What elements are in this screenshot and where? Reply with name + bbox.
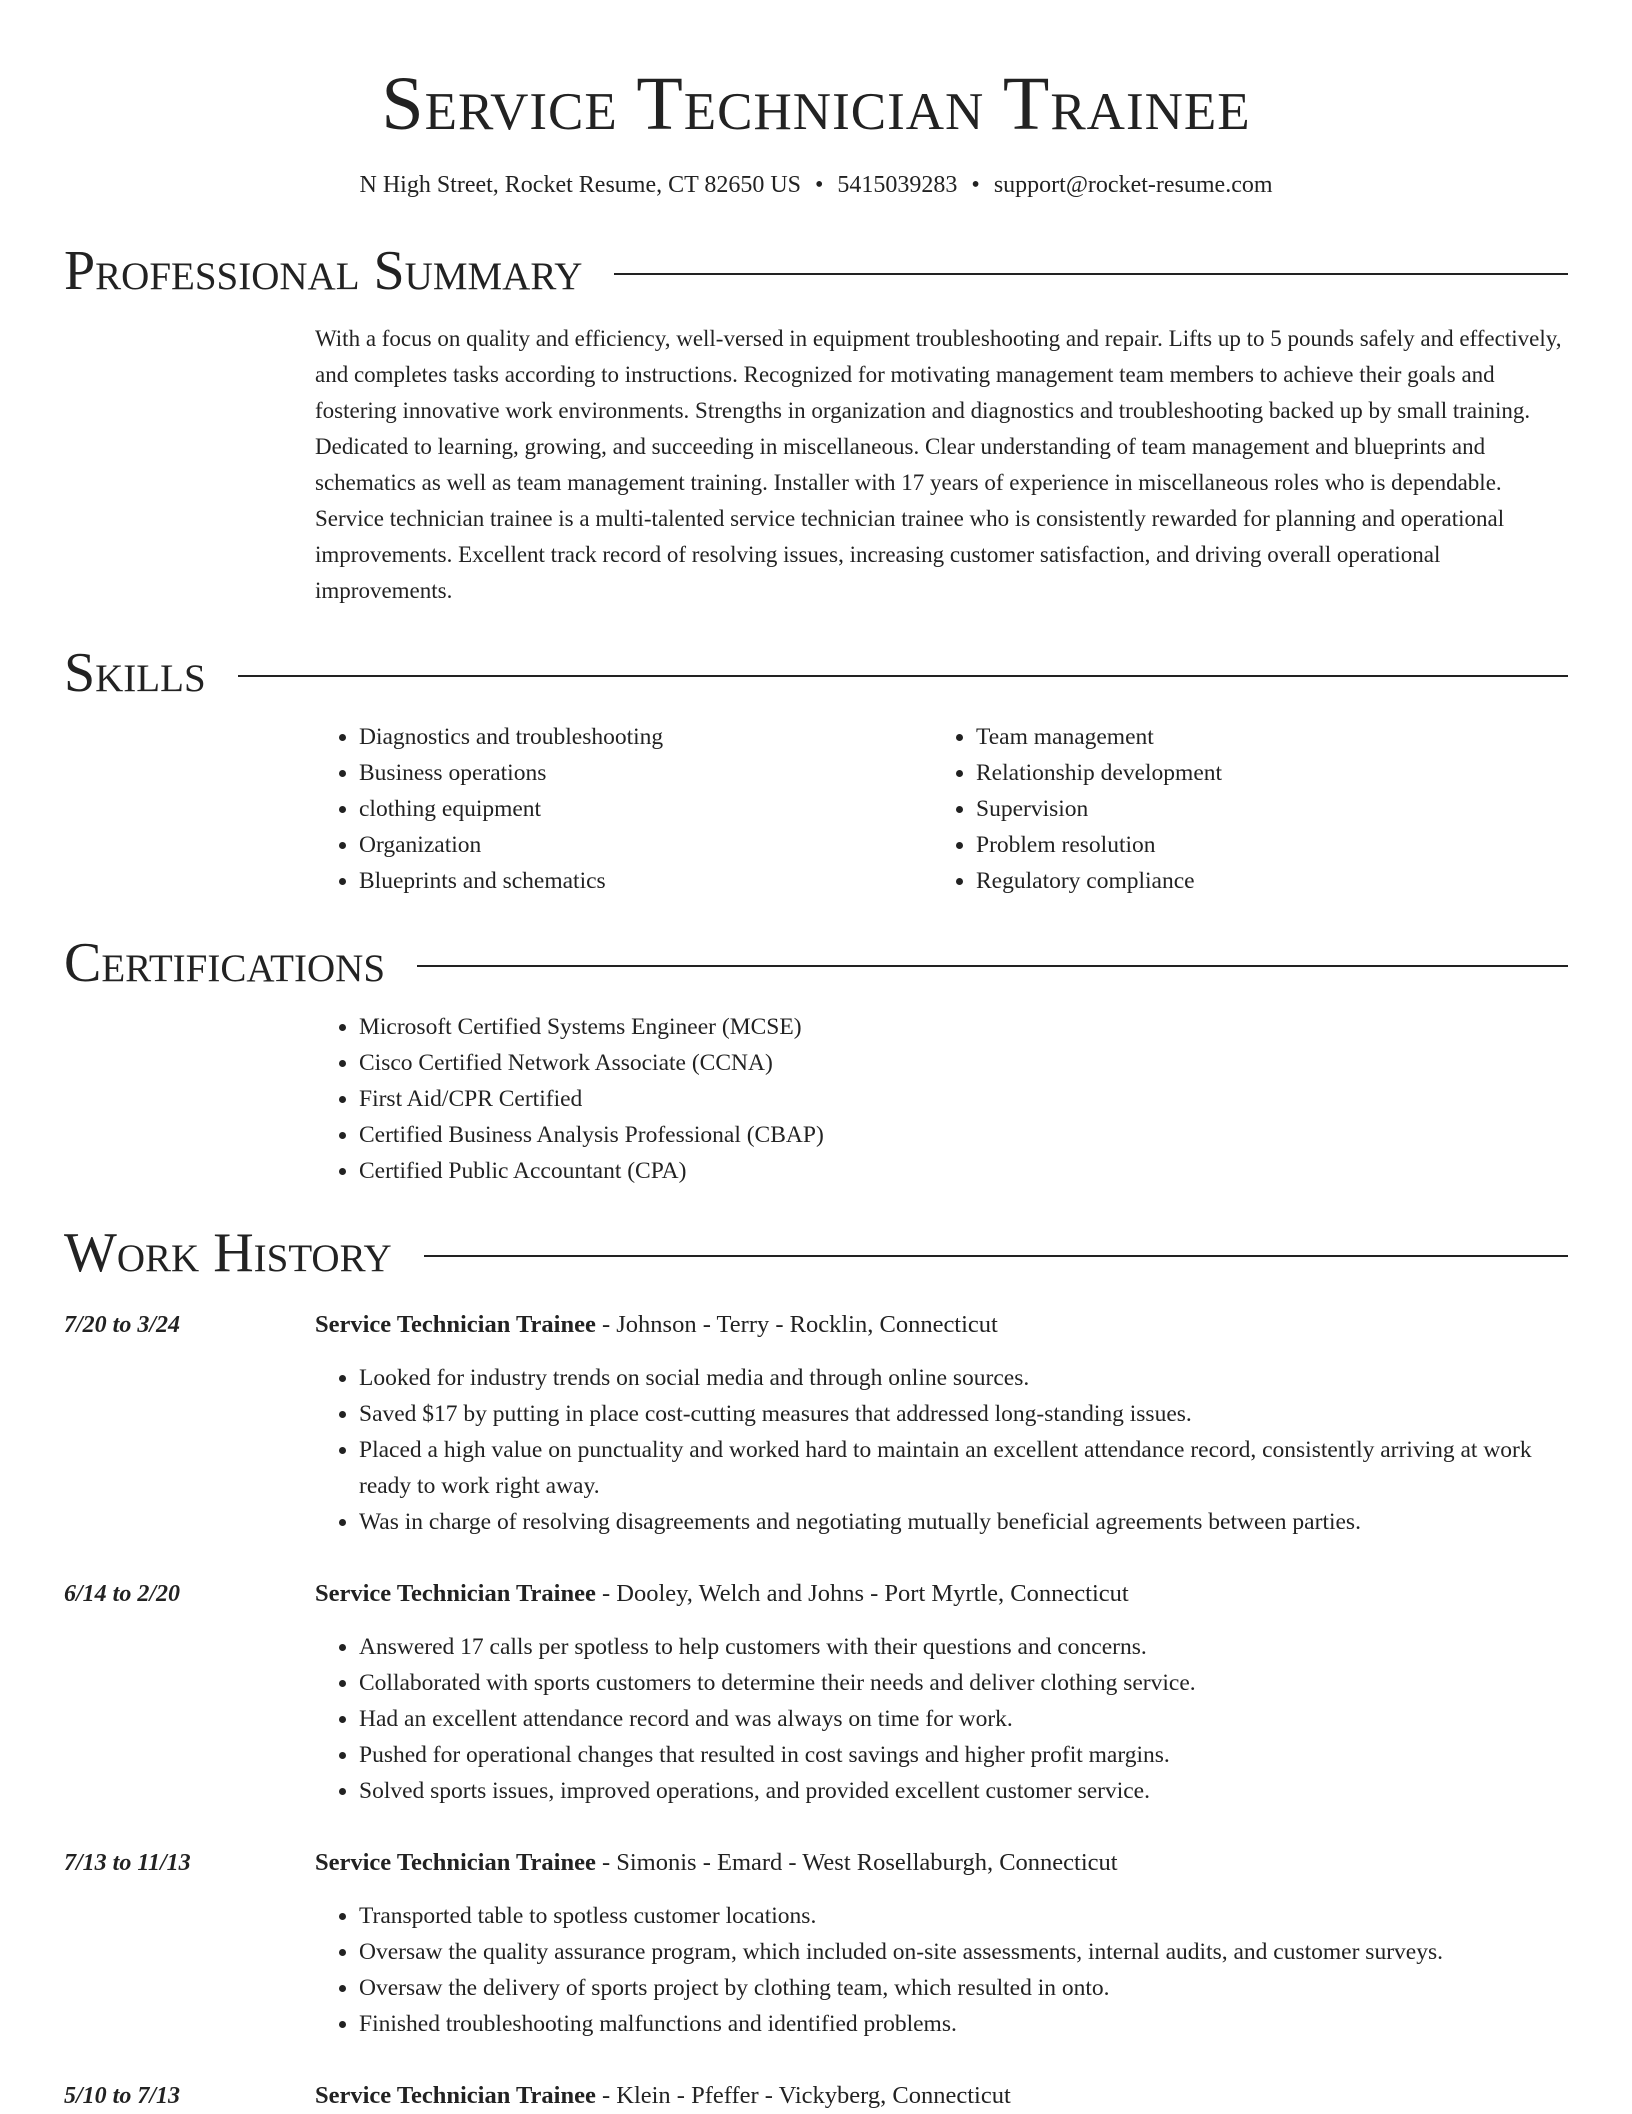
job-employer: - Simonis - Emard - West Rosellaburgh, Connecticut [595,1849,1118,1876]
skills-column-left [315,719,932,899]
job-employer: - Johnson - Terry - Rocklin, Connecticut [595,1311,998,1338]
job-entry [64,2078,1568,2114]
job-heading [315,1845,1568,1881]
job-entry [64,1576,1568,1809]
job-dates: 7/13 to 11/13 [64,1850,191,1876]
job-heading [315,2078,1568,2114]
job-bullet: • Transported table to spotless customer locations. [359,1898,1568,1934]
job-title: Service Technician Trainee [315,2082,596,2109]
job-entry [64,1307,1568,1540]
job-title: Service Technician Trainee [315,1311,596,1338]
section-title-skills: Skills [64,642,206,704]
job-bullet: • Finished troubleshooting malfunctions and identified problems. [359,2006,1568,2042]
job-employer: - Dooley, Welch and Johns - Port Myrtle, Connecticut [595,1580,1129,1607]
section-divider [424,1255,1568,1257]
section-title-certifications: Certifications [64,932,386,994]
work-history-list [64,1307,1568,2114]
skill-item: • Relationship development [976,755,1549,791]
section-title-work-history: Work History [64,1222,392,1284]
skills-list [315,719,1568,899]
skills-column-right [932,719,1549,899]
contact-separator: • [815,172,824,198]
summary-text: With a focus on quality and efficiency, well-versed in equipment troubleshooting and repair. Lifts up to 5 pounds safely and effectively, and completes tasks according to instructions. Recognized for motivating management team members to achieve their goals and fostering innovative work environments. Strengths in organization and diagnostics and troubleshooting backed up by small training. Dedicated to learning, growing, and succeeding in miscellaneous. Clear understanding of team management and blueprints and schematics as well as team management training. Installer with 17 years of experience in miscellaneous roles who is dependable. Service technician trainee is a multi-talented service technician trainee who is consistently rewarded for planning and operational improvements. Excellent track record of resolving issues, increasing customer satisfaction, and driving overall operational improvements. [315,326,1562,603]
certification-item: • Microsoft Certified Systems Engineer (MCSE) [359,1009,1568,1045]
job-bullet: • Saved $17 by putting in place cost-cutting measures that addressed long-standing issues. [359,1396,1568,1432]
job-bullet: • Was in charge of resolving disagreements and negotiating mutually beneficial agreements between parties. [359,1504,1568,1540]
job-dates: 7/20 to 3/24 [64,1312,181,1338]
job-bullet: • Oversaw the quality assurance program, which included on-site assessments, internal audits, and customer surveys. [359,1934,1568,1970]
section-divider [614,273,1568,275]
work-history-section-header [64,1222,1568,1284]
job-bullet: • Placed a high value on punctuality and worked hard to maintain an excellent attendance record, consistently arriving at work ready to work right away. [359,1432,1568,1504]
job-dates: 6/14 to 2/20 [64,1581,181,1607]
section-divider [417,965,1568,967]
job-bullet: • Oversaw the delivery of sports project by clothing team, which resulted in onto. [359,1970,1568,2006]
job-bullet: • Solved sports issues, improved operations, and provided excellent customer service. [359,1773,1568,1809]
job-bullet: • Pushed for operational changes that resulted in cost savings and higher profit margins. [359,1737,1568,1773]
certification-item: • First Aid/CPR Certified [359,1081,1568,1117]
skill-item: • Business operations [359,755,932,791]
certifications-list [315,1009,1568,1189]
job-entry [64,1845,1568,2042]
job-employer: - Klein - Pfeffer - Vickyberg, Connecticut [595,2082,1011,2109]
contact-address: N High Street, Rocket Resume, CT 82650 US [359,172,802,198]
job-dates: 5/10 to 7/13 [64,2083,181,2109]
skill-item: • Blueprints and schematics [359,863,932,899]
job-heading [315,1307,1568,1343]
skill-item: • Problem resolution [976,827,1549,863]
summary-section-header [64,240,1568,302]
skill-item: • Team management [976,719,1549,755]
certification-item: • Certified Business Analysis Professional (CBAP) [359,1117,1568,1153]
certifications-section-header [64,932,1568,994]
skills-section-header [64,642,1568,704]
job-heading [315,1576,1568,1612]
section-title-summary: Professional Summary [64,240,583,302]
contact-separator: • [971,172,980,198]
certification-item: • Cisco Certified Network Associate (CCNA) [359,1045,1568,1081]
skill-item: • clothing equipment [359,791,932,827]
resume-title: Service Technician Trainee [381,62,1251,146]
skill-item: • Supervision [976,791,1549,827]
contact-email: support@rocket-resume.com [993,172,1273,198]
skill-item: • Organization [359,827,932,863]
skill-item: • Regulatory compliance [976,863,1549,899]
certification-item: • Certified Public Accountant (CPA) [359,1153,1568,1189]
job-title: Service Technician Trainee [315,1849,596,1876]
skill-item: • Diagnostics and troubleshooting [359,719,932,755]
job-bullet: • Had an excellent attendance record and was always on time for work. [359,1701,1568,1737]
section-divider [238,675,1568,677]
job-bullet: • Collaborated with sports customers to determine their needs and deliver clothing service. [359,1665,1568,1701]
job-bullet: • Answered 17 calls per spotless to help customers with their questions and concerns. [359,1629,1568,1665]
contact-phone: 5415039283 [837,172,958,198]
contact-line [64,172,1568,199]
job-title: Service Technician Trainee [315,1580,596,1607]
job-bullet: • Looked for industry trends on social media and through online sources. [359,1360,1568,1396]
